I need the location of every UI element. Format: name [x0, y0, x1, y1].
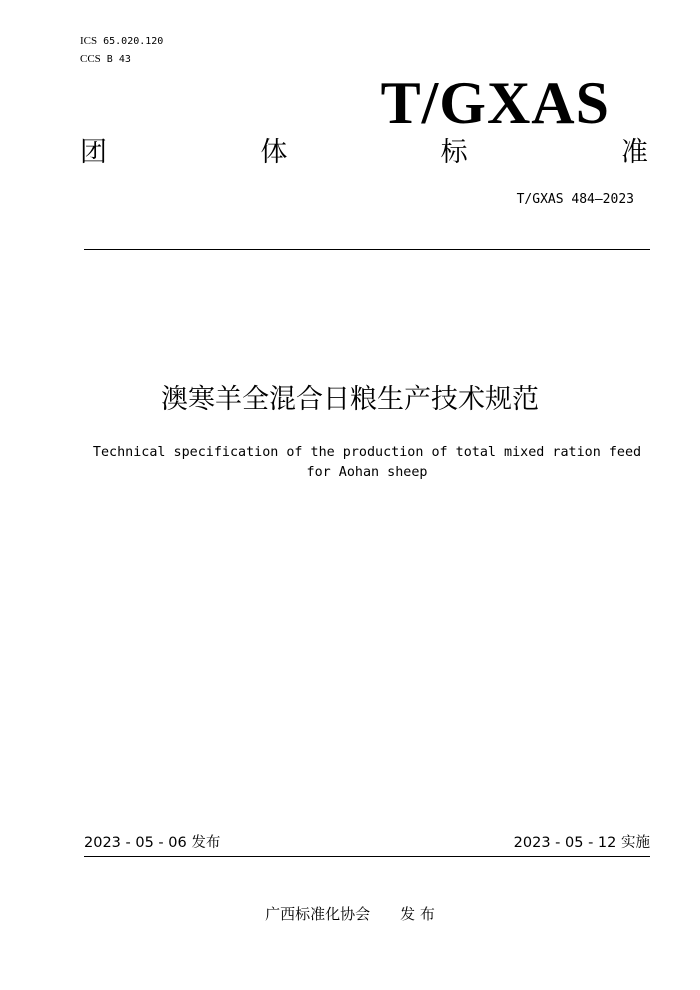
publish-label: 发 布	[400, 905, 435, 923]
ics-label: ICS	[80, 35, 98, 47]
ics-code: 65.020.120	[103, 36, 164, 47]
footer-divider	[84, 856, 650, 857]
publisher	[0, 904, 700, 924]
title-english: Technical specification of the production of total mixed ration feed for Aohan sheep	[92, 445, 642, 480]
ccs-classification	[80, 52, 131, 67]
ccs-label: CCS	[80, 53, 101, 65]
standard-type-char: 团	[80, 137, 107, 168]
standard-type-char: 体	[260, 137, 288, 168]
organization-code: T/GXAS	[380, 70, 610, 136]
standard-type	[80, 136, 648, 170]
standard-type-char: 标	[440, 137, 468, 168]
standard-number: T/GXAS 484—2023	[516, 192, 634, 207]
ccs-code: B 43	[106, 54, 131, 65]
title-chinese: 澳寒羊全混合日粮生产技术规范	[161, 384, 539, 415]
issue-date: 2023 - 05 - 06 发布	[84, 835, 221, 851]
implementation-date: 2023 - 05 - 12 实施	[513, 835, 650, 851]
standard-type-char: 准	[620, 137, 648, 168]
ics-classification	[80, 34, 163, 49]
header-divider	[84, 249, 650, 250]
publisher-name: 广西标准化协会	[265, 905, 371, 923]
